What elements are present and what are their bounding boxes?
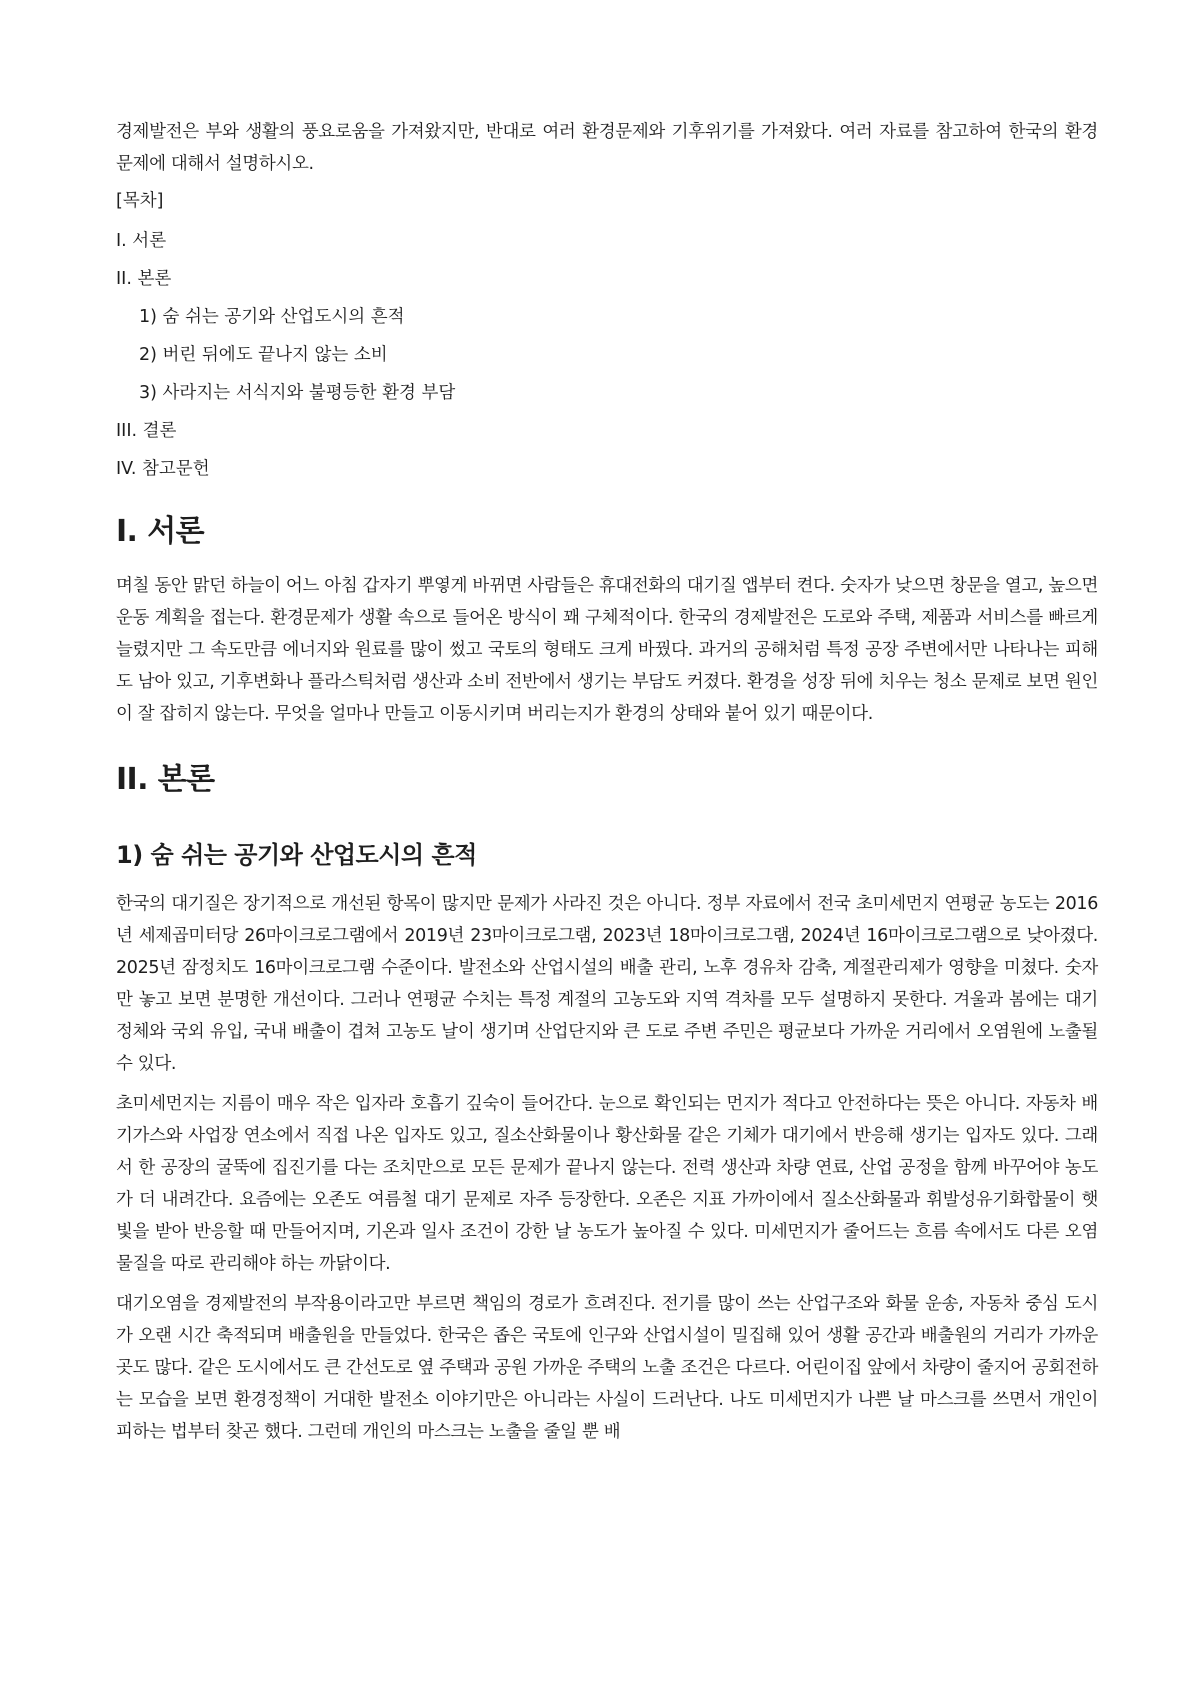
- section-title-intro: I. 서론: [116, 514, 204, 549]
- intro-paragraph: 며칠 동안 맑던 하늘이 어느 아침 갑자기 뿌옇게 바뀌면 사람들은 휴대전화의 대기질 앱부터 켠다. 숫자가 낮으면 창문을 열고, 높으면 운동 계획을 접는다. 환경문제가 생활 속으로 들어온 방식이 꽤 구체적이다. 한국의 경제발전은 도로와 주택, 제품과 서비스를 빠르게 늘렸지만 그 속도만큼 에너지와 원료를 많이 썼고 국토의 형태도 크게 바꿨다. 과거의 공해처럼 특정 공장 주변에서만 나타나는 피해도 남아 있고, 기후변화나 플라스틱처럼 생산과 소비 전반에서 생기는 부담도 커졌다. 환경을 성장 뒤에 치우는 청소 문제로 보면 원인이 잘 잡히지 않는다. 무엇을 얼마나 만들고 이동시키며 버리는지가 환경의 상태와 붙어 있기 때문이다.: [116, 576, 1098, 724]
- toc-item-body-2: 2) 버린 뒤에도 끝나지 않는 소비: [139, 345, 388, 365]
- toc-item-conclusion: III. 결론: [116, 421, 177, 441]
- toc-item-references: IV. 참고문헌: [116, 459, 210, 479]
- toc-item-intro: I. 서론: [116, 231, 167, 251]
- body-paragraph-2: 초미세먼지는 지름이 매우 작은 입자라 호흡기 깊숙이 들어간다. 눈으로 확인되는 먼지가 적다고 안전하다는 뜻은 아니다. 자동차 배기가스와 사업장 연소에서 직접 나온 입자도 있고, 질소산화물이나 황산화물 같은 기체가 대기에서 반응해 생기는 입자도 있다. 그래서 한 공장의 굴뚝에 집진기를 다는 조치만으로 모든 문제가 끝나지 않는다. 전력 생산과 차량 연료, 산업 공정을 함께 바꾸어야 농도가 더 내려간다. 요즘에는 오존도 여름철 대기 문제로 자주 등장한다. 오존은 지표 가까이에서 질소산화물과 휘발성유기화합물이 햇빛을 받아 반응할 때 만들어지며, 기온과 일사 조건이 강한 날 농도가 높아질 수 있다. 미세먼지가 줄어드는 흐름 속에서도 다른 오염물질을 따로 관리해야 하는 까닭이다.: [116, 1094, 1098, 1274]
- section-title-body: II. 본론: [116, 762, 215, 797]
- subsection-title-1: 1) 숨 쉬는 공기와 산업도시의 흔적: [116, 841, 477, 869]
- body-paragraph-1: 한국의 대기질은 장기적으로 개선된 항목이 많지만 문제가 사라진 것은 아니다. 정부 자료에서 전국 초미세먼지 연평균 농도는 2016년 세제곱미터당 26마이크로그램에서 2019년 23마이크로그램, 2023년 18마이크로그램, 2024년 16마이크로그램으로 낮아졌다. 2025년 잠정치도 16마이크로그램 수준이다. 발전소와 산업시설의 배출 관리, 노후 경유차 감축, 계절관리제가 영향을 미쳤다. 숫자만 놓고 보면 분명한 개선이다. 그러나 연평균 수치는 특정 계절의 고농도와 지역 격차를 모두 설명하지 못한다. 겨울과 봄에는 대기 정체와 국외 유입, 국내 배출이 겹쳐 고농도 날이 생기며 산업단지와 큰 도로 주변 주민은 평균보다 가까운 거리에서 오염원에 노출될 수 있다.: [116, 894, 1098, 1074]
- toc-item-body-3: 3) 사라지는 서식지와 불평등한 환경 부담: [139, 383, 456, 403]
- assignment-question: 경제발전은 부와 생활의 풍요로움을 가져왔지만, 반대로 여러 환경문제와 기후위기를 가져왔다. 여러 자료를 참고하여 한국의 환경 문제에 대해서 설명하시오.: [116, 122, 1098, 174]
- body-paragraph-3: 대기오염을 경제발전의 부작용이라고만 부르면 책임의 경로가 흐려진다. 전기를 많이 쓰는 산업구조와 화물 운송, 자동차 중심 도시가 오랜 시간 축적되며 배출원을 만들었다. 한국은 좁은 국토에 인구와 산업시설이 밀집해 있어 생활 공간과 배출원의 거리가 가까운 곳도 많다. 같은 도시에서도 큰 간선도로 옆 주택과 공원 가까운 주택의 노출 조건은 다르다. 어린이집 앞에서 차량이 줄지어 공회전하는 모습을 보면 환경정책이 거대한 발전소 이야기만은 아니라는 사실이 드러난다. 나도 미세먼지가 나쁜 날 마스크를 쓰면서 개인이 피하는 법부터 찾곤 했다. 그런데 개인의 마스크는 노출을 줄일 뿐 배: [116, 1294, 1098, 1442]
- table-of-contents: [116, 228, 1098, 482]
- toc-heading: [목차]: [116, 191, 164, 211]
- toc-item-body-1: 1) 숨 쉬는 공기와 산업도시의 흔적: [139, 307, 405, 327]
- toc-item-body: II. 본론: [116, 269, 172, 289]
